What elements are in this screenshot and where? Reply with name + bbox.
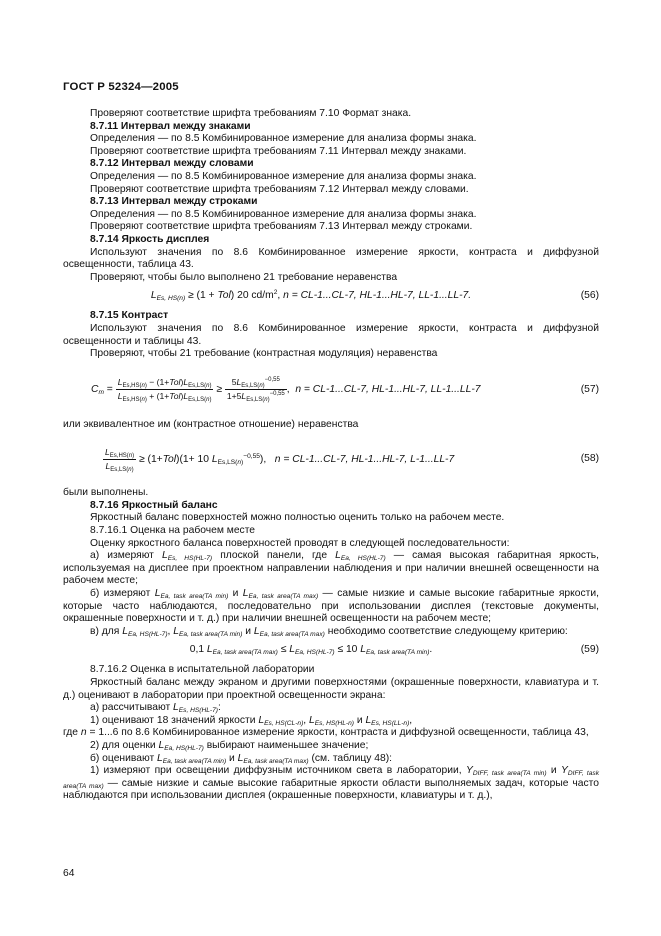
formula-58-number: (58) xyxy=(580,453,599,465)
formula-57-number: (57) xyxy=(580,383,599,395)
list-item: а) рассчитывают $L_{Es, HS(HL-7)}$: xyxy=(90,702,221,715)
list-item: б) оценивают $L_{Ea, task area(TA min)}$ и $L_{Ea, task area(TA max)}$ (см. таблицу 48): xyxy=(90,752,393,765)
formula-57-expression: $C_m$ = $\frac{L_{Es,HS(n)} - (1+Tol)L_{Es,LS(n)}}{L_{Es,HS(n)} + (1+Tol)L_{Es,LS(n)}}$ ≥ $\frac{5L_{Es,LS(n)}^{-0,55}}{1+5L_{Es,LS(n)}^{-0,55}}$ , n = CL-1...CL-7, HL-1...HL-7, LL-1...LL-7 xyxy=(91,376,481,403)
paragraph: Используют значения по 8.6 Комбинированное измерение яркости, контраста и диффузной освещенности, таблица 43. xyxy=(63,246,599,271)
list-item: 1) оценивают 18 значений яркости $L_{Es, HS(CL-n)}$, $L_{Es, HS(HL-n)}$ и $L_{Es, HS(LL-n)}$, xyxy=(90,714,413,727)
fraction: $\frac{L_{Es,HS(n)}}{L_{Es,LS(n)}}$ xyxy=(105,447,135,474)
section-heading-8-7-12: 8.7.12 Интервал между словами xyxy=(90,158,254,170)
paragraph: 8.7.16.1 Оценка на рабочем месте xyxy=(90,525,256,537)
paragraph: Оценку яркостного баланса поверхностей проводят в следующей последовательности: xyxy=(90,537,510,549)
list-item: 1) измеряют при освещении диффузным источником света в лаборатории, $Y_{DIFF, task area(TA min)}$ и $Y_{DIFF, task area(TA max)}$ — самые низкие и самые высокие габаритные яркости области выполняемых задач, которые часто наблюдаются при использовании дисплея (окрашенные поверхности, клавиатуры и т. д.), xyxy=(63,765,599,802)
formula-59-expression: 0,1 $L_{Ea, task area(TA max)} \le L_{Ea, HS(HL-7)} \le 10$ $L_{Ea, task area(TA min)}$. xyxy=(189,644,433,657)
list-item: 2) для оценки $L_{Ea, HS(HL-7)}$ выбирают наименьшее значение; xyxy=(90,739,369,752)
formula-59-number: (59) xyxy=(580,644,599,656)
paragraph: где n = 1...6 по 8.6 Комбинированное измерение яркости, контраста и диффузной освещенности, таблица 43, xyxy=(63,727,589,739)
section-heading-8-7-15: 8.7.15 Контраст xyxy=(90,310,169,322)
formula-58 xyxy=(63,435,599,487)
fraction: $\frac{L_{Es,HS(n)} - (1+Tol)L_{Es,LS(n)}}{L_{Es,HS(n)} + (1+Tol)L_{Es,LS(n)}}$ xyxy=(117,376,212,403)
paragraph: Определения — по 8.5 Комбинированное измерение для анализа формы знака. xyxy=(90,170,477,182)
formula-58-expression: $\frac{L_{Es,HS(n)}}{L_{Es,LS(n)}}$ ≥ (1+Tol)(1+ 10 $L_{Es,LS(n)}^{-0,55}$), n = CL-1...CL-7, HL-1...HL-7, L-1...LL-7 xyxy=(105,447,455,474)
paragraph: Проверяют соответствие шрифта требованиям 7.13 Интервал между строками. xyxy=(90,221,473,233)
section-heading-8-7-11: 8.7.11 Интервал между знаками xyxy=(90,120,251,132)
paragraph: или эквивалентное им (контрастное отношение) неравенства xyxy=(63,418,359,430)
document-header: ГОСТ Р 52324—2005 xyxy=(63,81,179,93)
section-heading-8-7-16: 8.7.16 Яркостный баланс xyxy=(90,499,218,511)
paragraph: Определения — по 8.5 Комбинированное измерение для анализа формы знака. xyxy=(90,208,477,220)
paragraph: Используют значения по 8.6 Комбинированное измерение яркости, контраста и диффузной освещенности и таблицы 43. xyxy=(63,322,599,347)
section-heading-8-7-13: 8.7.13 Интервал между строками xyxy=(90,196,258,208)
fraction: $\frac{5L_{Es,LS(n)}^{-0,55}}{1+5L_{Es,LS(n)}^{-0,55}}$ xyxy=(226,376,285,403)
list-item-b: б) измеряют $L_{Ea, task area(TA min)}$ и $L_{Ea, task area(TA max)}$ — самые низкие и самые высокие габаритные яркости, которые часто наблюдаются, последовательно при использовании дисплея (текстовые документы, окрашенные поверхности и т. д.) при наличии внешней освещенности на рабочем месте; xyxy=(63,588,599,625)
paragraph: Проверяют соответствие шрифта требованиям 7.11 Интервал между знаками. xyxy=(90,145,467,157)
paragraph: Проверяют, чтобы 21 требование (контрастная модуляция) неравенства xyxy=(90,348,438,360)
paragraph: Проверяют, чтобы было выполнено 21 требование неравенства xyxy=(90,271,398,283)
paragraph: Проверяют соответствие шрифта требованиям 7.12 Интервал между словами. xyxy=(90,183,469,195)
paragraph: Определения — по 8.5 Комбинированное измерение для анализа формы знака. xyxy=(90,133,477,145)
section-heading-8-7-14: 8.7.14 Яркость дисплея xyxy=(90,233,210,245)
page-number: 64 xyxy=(63,868,75,879)
formula-59 xyxy=(63,638,599,664)
formula-56 xyxy=(63,284,599,310)
paragraph: Яркостный баланс между экраном и другими поверхностями (окрашенные поверхности, клавиатура и т. д.) оценивают в лаборатории при проектной освещенности экрана: xyxy=(63,677,599,701)
paragraph: были выполнены. xyxy=(63,487,149,499)
list-item-v: в) для $L_{Ea, HS(HL-7)}$, $L_{Ea, task area(TA min)}$ и $L_{Ea, task area(TA max)}$ необходимо соответствие следующему критерию: xyxy=(90,625,568,638)
page-content xyxy=(63,108,599,803)
formula-57 xyxy=(63,367,599,419)
formula-56-expression: $L_{Es, HS(n)} \ge (1 + Tol)$ 20 $cd/m^2$, n = CL-1...CL-7, HL-1...HL-7, LL-1...LL-7. xyxy=(150,289,472,303)
formula-56-number: (56) xyxy=(580,290,599,302)
paragraph: Яркостный баланс поверхностей можно полностью оценить только на рабочем месте. xyxy=(90,512,505,524)
list-item-a: а) измеряют $L_{Es, HS(HL-7)}$ плоской панели, где $L_{Ea, HS(HL-7)}$ — самая высокая габаритная яркость, используемая на дисплее при проектном направлении наблюдения и при наличии внешней освещенности на рабочем месте; xyxy=(63,550,600,587)
paragraph: 8.7.16.2 Оценка в испытательной лаборатории xyxy=(90,664,315,676)
paragraph: Проверяют соответствие шрифта требованиям 7.10 Формат знака. xyxy=(90,108,412,119)
